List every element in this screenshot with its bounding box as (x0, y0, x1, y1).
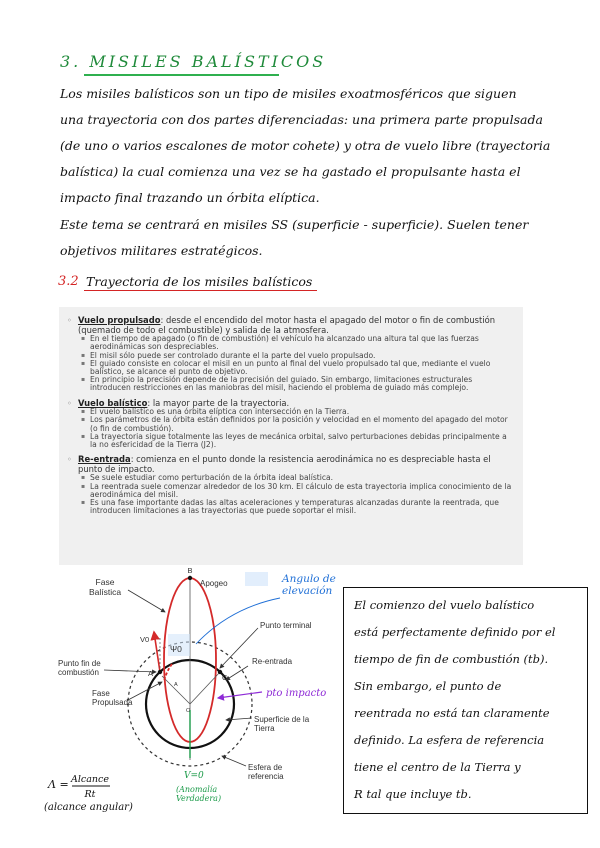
section-title: 3. MISILES BALÍSTICOS (60, 52, 327, 71)
label-punto-fin (58, 659, 101, 677)
subsection-number: 3.2 (58, 274, 79, 289)
annotation-angulo-elevacion (281, 573, 336, 597)
label-fase-balistica-line: Fase (95, 577, 115, 587)
label-re-entrada: Re-entrada (252, 657, 293, 666)
sub-bullet: ▪ Los parámetros de la órbita están definidos por la posición y velocidad en el momento del apagado del motor (o fin de combustión). (78, 416, 513, 432)
label-esfera (248, 763, 284, 781)
sub-bullet: ▪ Se suele estudiar como perturbación de la órbita ideal balística. (78, 474, 513, 482)
label-punto-fin-line: Punto fin de (58, 659, 101, 668)
label-fase-propulsada-line: Propulsada (92, 698, 133, 708)
label-apogeo: Apogeo (200, 579, 228, 588)
label-esfera-line: referencia (248, 772, 284, 782)
label-b: B (187, 566, 193, 575)
annotation-anomalia-line: Verdadera) (176, 794, 222, 804)
pointer-fase-balistica (128, 590, 165, 612)
label-fase-balistica-line: Balística (88, 586, 122, 597)
label-punto-fin-line: combustión (58, 668, 99, 678)
label-v0: V0 (140, 635, 150, 644)
sub-bullet: ▪ En principio la precisión depende de la precisión del guiado. Sin embargo, limitaciones estructurales introducen restricciones en las maniobras del misil, haciendo el problema de guiado más complejo. (78, 376, 513, 392)
annotation-angulo-elevacion-line: elevación (282, 585, 333, 598)
formula-caption: (alcance angular) (44, 802, 133, 813)
sub-bullet: ▪ El misil sólo puede ser controlado durante el la parte del vuelo propulsado. (78, 352, 513, 360)
label-superficie (254, 715, 310, 733)
annotation-anomalia-line: (Anomalía (176, 785, 218, 794)
label-a-prime: A' (148, 669, 155, 678)
note-line: definido. La esfera de referencia (354, 733, 545, 747)
trajectory-diagram (0, 560, 340, 848)
label-fase-balistica (89, 577, 121, 597)
point-b (188, 576, 192, 580)
bullet-re-entrada (65, 455, 513, 515)
label-small-o: O (186, 708, 191, 714)
note-line: tiempo de fin de combustión (tb). (354, 652, 549, 666)
apogee-highlight (245, 572, 268, 586)
intro-line: una trayectoria con dos partes diferenciadas: una primera parte propulsada (60, 112, 543, 127)
note-line: está perfectamente definido por el (354, 625, 556, 639)
intro-line: impacto final trazando un órbita elíptica. (60, 190, 320, 205)
intro-line: objetivos militares estratégicos. (60, 243, 263, 258)
note-line: R tal que incluye tb. (354, 787, 472, 801)
sub-bullet: ▪ El vuelo balístico es una órbita elíptica con intersección en la Tierra. (78, 408, 513, 416)
label-fase-propulsada (92, 689, 133, 707)
bullet-term: Vuelo propulsado (78, 315, 161, 325)
note-line: Sin embargo, el punto de (354, 679, 502, 693)
bullet-text: : desde el encendido del motor hasta el apagado del motor o fin de combustión (quemado de todo el combustible) y salida de la atmosfera. (78, 315, 496, 335)
intro-line: Los misiles balísticos son un tipo de misiles exoatmosféricos que siguen (60, 86, 517, 101)
annotation-pto-impacto: pto impacto (266, 688, 327, 699)
intro-line: (de uno o varios escalones de motor cohete) y otra de vuelo libre (trayectoria (60, 138, 551, 153)
bullet-vuelo-propulsado (65, 316, 513, 393)
bullet-term: Vuelo balístico (78, 397, 148, 408)
slide-excerpt (59, 307, 523, 565)
sub-bullet: ▪ Es una fase importante dadas las altas aceleraciones y temperaturas alcanzadas durante la reentrada, que introducen limitaciones a las trayectorias que puede soportar el misil. (78, 499, 513, 515)
note-line: El comienzo del vuelo balístico (354, 598, 535, 612)
intro-line: Este tema se centrará en misiles SS (superficie - superficie). Suelen tener (60, 217, 529, 232)
sub-bullet: ▪ La reentrada suele comenzar alrededor de los 30 km. El cálculo de esta trayectoria implica conocimiento de la aerodinámica del misil. (78, 483, 513, 499)
point-a-prime (158, 670, 162, 674)
label-punto-terminal: Punto terminal (260, 621, 312, 630)
v0-vector (154, 632, 160, 672)
sub-bullet: ▪ En el tiempo de apagado (o fin de combustión) el vehículo ha alcanzado una altura tal que las fuerzas aerodinámicas son despreciables. (78, 335, 513, 351)
subsection-title: Trayectoria de los misiles balísticos (86, 274, 313, 289)
bullet-vuelo-balistico (65, 399, 513, 450)
sub-bullet: ▪ La trayectoria sigue totalmente las leyes de mecánica orbital, salvo perturbaciones debidas principalmente a la no esfericidad de la Tierra (J2). (78, 433, 513, 449)
note-line: reentrada no está tan claramente (354, 706, 550, 720)
handwritten-note (343, 587, 588, 814)
label-small-a: A (174, 682, 178, 688)
pointer-re-entrada (226, 666, 248, 680)
label-superficie-line: Tierra (254, 724, 275, 734)
bullet-text: : comienza en el punto donde la resistencia aerodinámica no es despreciable hasta el punto de impacto. (78, 454, 491, 474)
sub-bullet: ▪ El guiado consiste en colocar el misil en un punto al final del vuelo propulsado tal que, mediante el vuelo balístico, se alcance el punto de objetivo. (78, 360, 513, 376)
label-superficie-line: Superficie de la (254, 715, 310, 724)
bullet-text: : la mayor parte de la trayectoria. (147, 397, 290, 408)
subsection-underline (84, 290, 317, 291)
formula-denominator: Rt (84, 789, 96, 800)
pointer-esfera (222, 756, 246, 766)
formula-numerator: Alcance (71, 774, 109, 785)
label-fase-propulsada-line: Fase (92, 689, 110, 698)
formula-lhs: Λ = (48, 778, 69, 791)
annotation-angulo-elevacion-line: Angulo de (282, 573, 336, 585)
title-underline (84, 74, 279, 76)
annotation-v-eq: V=0 (184, 771, 204, 781)
annotation-anomalia (176, 785, 221, 803)
label-psi0: Ψ0 (170, 644, 182, 654)
note-line: tiene el centro de la Tierra y (354, 760, 521, 774)
intro-line: balística) la cual comienza una vez se ha gastado el propulsante hasta el (60, 164, 521, 179)
label-c: C (222, 673, 228, 682)
bullet-term: Re-entrada (78, 454, 131, 465)
label-esfera-line: Esfera de (248, 763, 283, 772)
